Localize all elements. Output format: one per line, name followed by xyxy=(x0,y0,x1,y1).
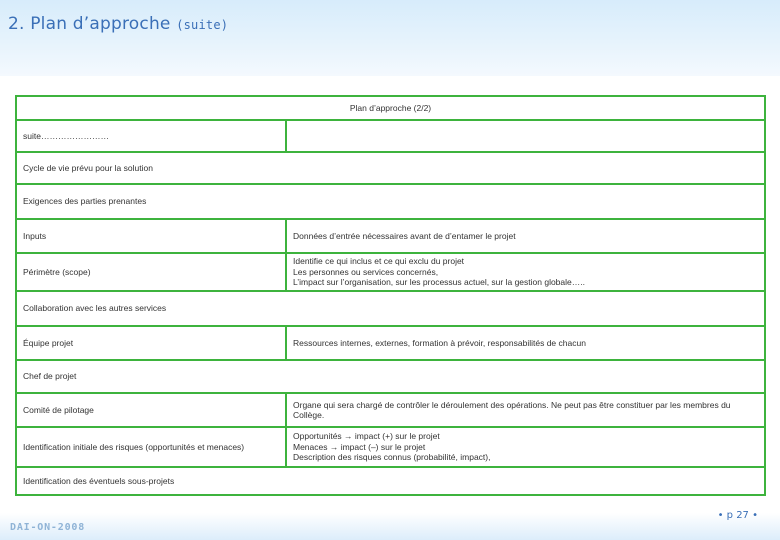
row-label: Périmètre (scope) xyxy=(16,253,286,291)
table-row xyxy=(16,427,765,467)
table-title: Plan d’approche (2/2) xyxy=(16,96,765,120)
row-label: Chef de projet xyxy=(16,360,765,393)
table-row xyxy=(16,360,765,393)
table-row xyxy=(16,253,765,291)
table-row xyxy=(16,120,765,152)
row-value xyxy=(286,253,765,291)
table-row xyxy=(16,219,765,253)
row-value-line: Opportunités → impact (+) sur le projet xyxy=(293,431,440,442)
table-row xyxy=(16,184,765,219)
slide-title xyxy=(8,14,228,34)
plan-table xyxy=(15,95,766,496)
header-band xyxy=(0,0,780,76)
row-value-line: Données d’entrée nécessaires avant de d’entamer le projet xyxy=(293,230,516,241)
slide-title-suffix: (suite) xyxy=(176,18,229,32)
row-label: Cycle de vie prévu pour la solution xyxy=(16,152,765,184)
row-value-line: Identifie ce qui inclus et ce qui exclu du projet xyxy=(293,256,465,267)
row-label: Inputs xyxy=(16,219,286,253)
table-row xyxy=(16,152,765,184)
row-value-line: Menaces → impact (–) sur le projet xyxy=(293,441,426,452)
row-label: Identification initiale des risques (opportunités et menaces) xyxy=(16,427,286,467)
row-label: Comité de pilotage xyxy=(16,393,286,427)
row-value-line: Les personnes ou services concernés, xyxy=(293,266,439,277)
row-label: Collaboration avec les autres services xyxy=(16,291,765,326)
row-value-line: Description des risques connus (probabilité, impact), xyxy=(293,452,491,463)
table-row xyxy=(16,326,765,360)
row-value-line: L’impact sur l’organisation, sur les processus actuel, sur la gestion globale….. xyxy=(293,277,585,288)
footer-code: DAI-ON-2008 xyxy=(10,522,86,533)
row-value xyxy=(286,326,765,360)
footer-band xyxy=(0,513,780,540)
row-value xyxy=(286,219,765,253)
row-value xyxy=(286,393,765,427)
row-value-line: Ressources internes, externes, formation à prévoir, responsabilités de chacun xyxy=(293,337,586,348)
table-row xyxy=(16,393,765,427)
row-value xyxy=(286,427,765,467)
table-row xyxy=(16,291,765,326)
table-row xyxy=(16,467,765,495)
row-label: Identification des éventuels sous-projets xyxy=(16,467,765,495)
row-value xyxy=(286,120,765,152)
row-label: Exigences des parties prenantes xyxy=(16,184,765,219)
row-value-line: Organe qui sera chargé de contrôler le déroulement des opérations. Ne peut pas être constituer par les membres du Collège. xyxy=(293,399,731,420)
row-label: suite…………………… xyxy=(16,120,286,152)
page-number: • p 27 • xyxy=(717,510,758,521)
table-title-row xyxy=(16,96,765,120)
slide-title-main: 2. Plan d’approche xyxy=(8,14,171,34)
row-label: Équipe projet xyxy=(16,326,286,360)
